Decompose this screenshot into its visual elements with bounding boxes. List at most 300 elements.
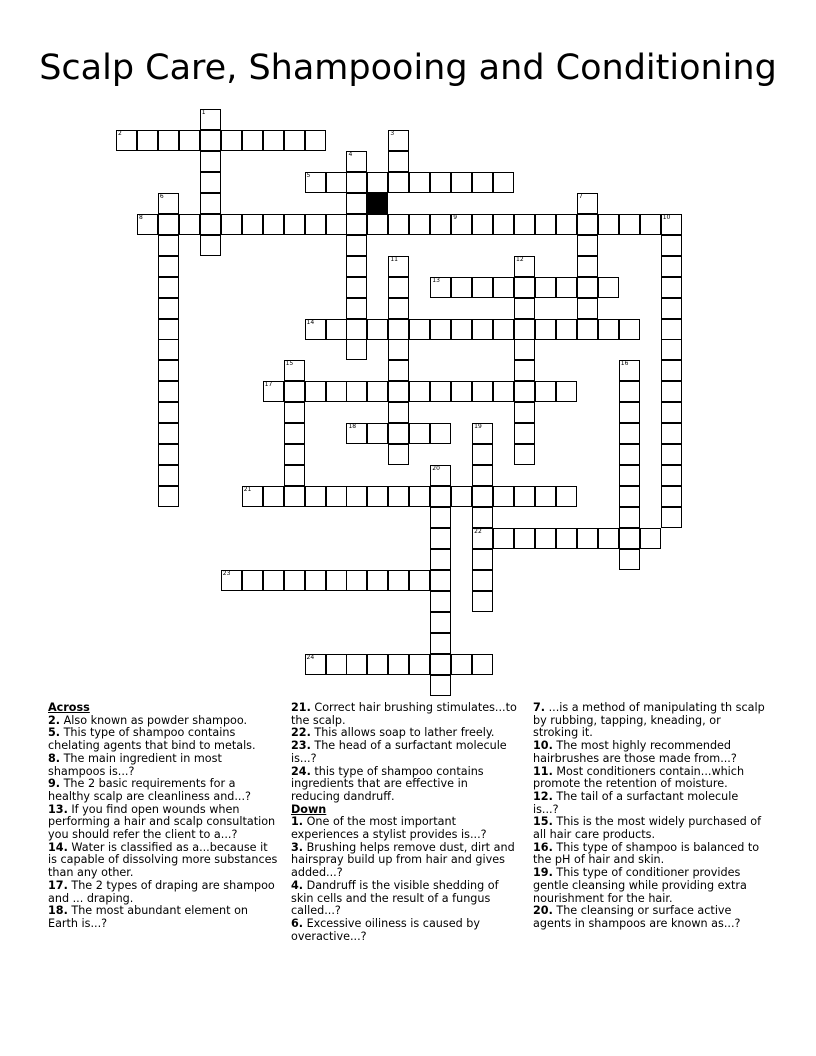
clue-text: ...is a method of manipulating th scalp by rubbing, tapping, kneading, or stroking it. xyxy=(533,701,765,740)
grid-cell[interactable] xyxy=(472,277,493,298)
grid-cell[interactable] xyxy=(514,360,535,381)
grid-cell[interactable] xyxy=(326,486,347,507)
clue-text: The 2 basic requirements for a healthy scalp are cleanliness and...? xyxy=(48,777,251,803)
clue-item xyxy=(533,867,765,905)
grid-cell[interactable] xyxy=(388,360,409,381)
grid-cell[interactable] xyxy=(346,319,367,340)
grid-cell[interactable] xyxy=(305,130,326,151)
grid-cell[interactable] xyxy=(158,235,179,256)
grid-cell[interactable] xyxy=(326,214,347,235)
grid-cell[interactable] xyxy=(451,172,472,193)
grid-cell[interactable] xyxy=(472,423,493,444)
grid-cell[interactable] xyxy=(367,486,388,507)
grid-cell-number: 9 xyxy=(453,213,458,221)
grid-cell[interactable] xyxy=(493,277,514,298)
grid-cell[interactable] xyxy=(284,214,305,235)
grid-cell[interactable] xyxy=(263,130,284,151)
grid-cell[interactable] xyxy=(430,486,451,507)
grid-cell[interactable] xyxy=(514,298,535,319)
grid-cell[interactable] xyxy=(179,130,200,151)
grid-cell[interactable] xyxy=(367,381,388,402)
grid-cell[interactable] xyxy=(263,214,284,235)
grid-cell[interactable] xyxy=(409,319,430,340)
grid-cell-number: 20 xyxy=(432,465,440,473)
grid-cell[interactable] xyxy=(619,381,640,402)
clue-number: 23. xyxy=(291,739,311,753)
grid-cell[interactable] xyxy=(388,444,409,465)
grid-cell[interactable] xyxy=(661,423,682,444)
grid-cell[interactable] xyxy=(493,172,514,193)
grid-cell[interactable] xyxy=(472,549,493,570)
clue-item xyxy=(291,816,517,841)
grid-cell[interactable] xyxy=(221,130,242,151)
grid-cell-number: 2 xyxy=(118,129,122,137)
grid-cell[interactable] xyxy=(388,402,409,423)
clue-item xyxy=(48,753,280,778)
grid-cell[interactable] xyxy=(598,319,619,340)
grid-cell[interactable] xyxy=(577,298,598,319)
grid-cell[interactable] xyxy=(346,277,367,298)
grid-cell[interactable] xyxy=(346,381,367,402)
clue-number: 5. xyxy=(48,726,61,740)
grid-block-cell xyxy=(367,193,388,214)
grid-cell[interactable] xyxy=(472,591,493,612)
grid-cell-number: 19 xyxy=(474,423,482,431)
grid-cell[interactable] xyxy=(326,570,347,591)
grid-cell[interactable] xyxy=(263,570,284,591)
grid-cell[interactable] xyxy=(619,465,640,486)
grid-cell[interactable] xyxy=(472,214,493,235)
grid-cell[interactable] xyxy=(451,654,472,675)
grid-cell[interactable] xyxy=(472,381,493,402)
grid-cell[interactable] xyxy=(284,486,305,507)
grid-cell[interactable] xyxy=(430,528,451,549)
grid-cell[interactable] xyxy=(367,319,388,340)
grid-cell[interactable] xyxy=(661,339,682,360)
grid-cell[interactable] xyxy=(388,381,409,402)
grid-cell[interactable] xyxy=(388,298,409,319)
grid-cell[interactable] xyxy=(158,381,179,402)
grid-cell[interactable] xyxy=(158,193,179,214)
grid-cell-number: 15 xyxy=(285,360,294,368)
grid-cell[interactable] xyxy=(661,277,682,298)
grid-cell[interactable] xyxy=(388,319,409,340)
clue-number: 20. xyxy=(533,904,553,918)
clue-text: The cleansing or surface active agents in shampoos are known as...? xyxy=(533,904,741,930)
grid-cell[interactable] xyxy=(577,256,598,277)
grid-cell[interactable] xyxy=(535,486,556,507)
grid-cell[interactable] xyxy=(514,528,535,549)
clue-number: 16. xyxy=(533,840,553,854)
clue-item xyxy=(48,778,280,803)
grid-cell[interactable] xyxy=(158,360,179,381)
grid-cell[interactable] xyxy=(409,214,430,235)
grid-cell[interactable] xyxy=(619,507,640,528)
grid-cell[interactable] xyxy=(619,214,640,235)
grid-cell[interactable] xyxy=(472,570,493,591)
grid-cell[interactable] xyxy=(409,423,430,444)
grid-cell[interactable] xyxy=(158,423,179,444)
grid-cell-number: 3 xyxy=(390,129,395,137)
grid-cell-number: 4 xyxy=(348,150,353,158)
grid-cell[interactable] xyxy=(514,402,535,423)
grid-cell[interactable] xyxy=(493,319,514,340)
grid-cell[interactable] xyxy=(284,381,305,402)
grid-cell[interactable] xyxy=(514,256,535,277)
clue-number: 9. xyxy=(48,777,61,791)
grid-cell[interactable] xyxy=(284,130,305,151)
grid-cell[interactable] xyxy=(640,214,661,235)
grid-cell[interactable] xyxy=(284,402,305,423)
grid-cell[interactable] xyxy=(158,319,179,340)
grid-cell[interactable] xyxy=(158,214,179,235)
grid-cell[interactable] xyxy=(430,172,451,193)
grid-cell-number: 13 xyxy=(432,276,440,284)
clue-number: 7. xyxy=(533,701,546,714)
grid-cell[interactable] xyxy=(346,570,367,591)
clue-item xyxy=(533,702,765,740)
grid-cell[interactable] xyxy=(263,486,284,507)
grid-cell[interactable] xyxy=(367,423,388,444)
grid-cell[interactable] xyxy=(388,172,409,193)
grid-cell-number: 24 xyxy=(306,653,315,661)
grid-cell[interactable] xyxy=(305,214,326,235)
grid-cell[interactable] xyxy=(388,423,409,444)
grid-cell[interactable] xyxy=(409,570,430,591)
clue-text: Brushing helps remove dust, dirt and hairspray build up from hair and gives added...? xyxy=(291,840,515,880)
grid-cell[interactable] xyxy=(409,654,430,675)
grid-cell[interactable] xyxy=(514,486,535,507)
grid-cell[interactable] xyxy=(326,381,347,402)
grid-cell[interactable] xyxy=(472,172,493,193)
grid-cell-number: 16 xyxy=(620,360,629,368)
grid-cell[interactable] xyxy=(619,444,640,465)
grid-cell-number: 5 xyxy=(306,171,311,179)
grid-cell[interactable] xyxy=(556,381,577,402)
grid-cell[interactable] xyxy=(346,235,367,256)
clue-item xyxy=(533,740,765,765)
grid-cell[interactable] xyxy=(409,486,430,507)
clue-number: 18. xyxy=(48,904,68,918)
clue-text: Dandruff is the visible shedding of skin cells and the result of a fungus called...? xyxy=(291,878,499,918)
grid-cell[interactable] xyxy=(388,277,409,298)
grid-cell[interactable] xyxy=(346,172,367,193)
grid-cell[interactable] xyxy=(514,381,535,402)
grid-cell[interactable] xyxy=(661,256,682,277)
grid-cell[interactable] xyxy=(430,423,451,444)
grid-cell[interactable] xyxy=(451,381,472,402)
grid-cell[interactable] xyxy=(367,570,388,591)
clue-item xyxy=(291,880,517,918)
grid-cell[interactable] xyxy=(661,381,682,402)
grid-cell[interactable] xyxy=(472,654,493,675)
grid-cell[interactable] xyxy=(367,654,388,675)
grid-cell[interactable] xyxy=(619,549,640,570)
clue-section-heading: Down xyxy=(291,802,327,816)
clue-number: 21. xyxy=(291,701,311,714)
grid-cell[interactable] xyxy=(661,444,682,465)
grid-cell[interactable] xyxy=(284,465,305,486)
clues-column-2 xyxy=(291,702,517,943)
grid-cell[interactable] xyxy=(619,402,640,423)
grid-cell[interactable] xyxy=(661,402,682,423)
grid-cell[interactable] xyxy=(200,193,221,214)
grid-cell[interactable] xyxy=(158,256,179,277)
grid-cell[interactable] xyxy=(430,465,451,486)
grid-cell[interactable] xyxy=(158,486,179,507)
grid-cell[interactable] xyxy=(200,151,221,172)
grid-cell[interactable] xyxy=(200,214,221,235)
grid-cell[interactable] xyxy=(284,360,305,381)
clue-text: This type of shampoo is balanced to the pH of hair and skin. xyxy=(533,840,760,867)
clue-number: 14. xyxy=(48,840,68,854)
grid-cell[interactable] xyxy=(388,654,409,675)
grid-cell[interactable] xyxy=(158,339,179,360)
grid-cell[interactable] xyxy=(430,319,451,340)
clue-text: The main ingredient in most shampoos is...? xyxy=(48,751,222,778)
grid-cell[interactable] xyxy=(158,465,179,486)
clue-number: 10. xyxy=(533,739,553,753)
grid-cell[interactable] xyxy=(451,319,472,340)
grid-cell[interactable] xyxy=(284,423,305,444)
grid-cell[interactable] xyxy=(577,319,598,340)
grid-cell[interactable] xyxy=(430,381,451,402)
grid-cell[interactable] xyxy=(388,256,409,277)
grid-cell[interactable] xyxy=(577,277,598,298)
grid-cell[interactable] xyxy=(577,214,598,235)
grid-cell[interactable] xyxy=(514,214,535,235)
grid-cell[interactable] xyxy=(493,486,514,507)
clue-section-heading: Across xyxy=(48,701,90,714)
grid-cell[interactable] xyxy=(619,360,640,381)
grid-cell[interactable] xyxy=(242,130,263,151)
grid-cell[interactable] xyxy=(493,381,514,402)
grid-cell[interactable] xyxy=(493,528,514,549)
grid-cell[interactable] xyxy=(367,214,388,235)
grid-cell[interactable] xyxy=(346,486,367,507)
grid-cell[interactable] xyxy=(346,654,367,675)
grid-cell[interactable] xyxy=(598,214,619,235)
grid-cell[interactable] xyxy=(661,235,682,256)
grid-cell[interactable] xyxy=(661,507,682,528)
grid-cell[interactable] xyxy=(388,151,409,172)
grid-cell[interactable] xyxy=(472,319,493,340)
grid-cell[interactable] xyxy=(535,277,556,298)
grid-cell[interactable] xyxy=(493,214,514,235)
grid-cell[interactable] xyxy=(577,235,598,256)
grid-cell[interactable] xyxy=(619,319,640,340)
grid-cell[interactable] xyxy=(158,402,179,423)
grid-cell[interactable] xyxy=(158,444,179,465)
grid-cell[interactable] xyxy=(640,528,661,549)
grid-cell[interactable] xyxy=(242,214,263,235)
grid-cell[interactable] xyxy=(598,528,619,549)
clue-text: One of the most important experiences a stylist provides is...? xyxy=(291,815,487,842)
grid-cell[interactable] xyxy=(556,486,577,507)
grid-cell[interactable] xyxy=(535,528,556,549)
grid-cell[interactable] xyxy=(430,277,451,298)
grid-cell[interactable] xyxy=(577,193,598,214)
grid-cell[interactable] xyxy=(661,465,682,486)
grid-cell[interactable] xyxy=(305,486,326,507)
clue-text: Also known as powder shampoo. xyxy=(60,713,248,727)
grid-cell-number: 11 xyxy=(390,255,398,263)
grid-cell[interactable] xyxy=(409,381,430,402)
clue-item xyxy=(48,880,280,905)
clue-item xyxy=(533,766,765,791)
clue-item xyxy=(291,918,517,943)
grid-cell[interactable] xyxy=(430,654,451,675)
grid-cell[interactable] xyxy=(472,444,493,465)
grid-cell[interactable] xyxy=(346,193,367,214)
grid-cell[interactable] xyxy=(305,654,326,675)
grid-cell[interactable] xyxy=(158,130,179,151)
grid-cell-number: 1 xyxy=(201,109,206,116)
grid-cell[interactable] xyxy=(430,214,451,235)
clue-text: This allows soap to lather freely. xyxy=(310,726,495,740)
clue-text: If you find open wounds when performing a hair and scalp consultation you should refer the client to a...? xyxy=(48,802,276,842)
grid-cell[interactable] xyxy=(430,549,451,570)
grid-cell[interactable] xyxy=(619,528,640,549)
grid-cell[interactable] xyxy=(137,130,158,151)
grid-cell[interactable] xyxy=(661,360,682,381)
grid-cell[interactable] xyxy=(367,172,388,193)
clue-number: 19. xyxy=(533,866,553,880)
grid-cell[interactable] xyxy=(326,319,347,340)
grid-cell[interactable] xyxy=(263,381,284,402)
grid-cell[interactable] xyxy=(346,298,367,319)
grid-cell[interactable] xyxy=(556,528,577,549)
clues-column-1 xyxy=(48,702,280,931)
grid-cell[interactable] xyxy=(388,214,409,235)
clue-text: This type of shampoo contains chelating agents that bind to metals. xyxy=(48,726,256,753)
grid-cell[interactable] xyxy=(200,109,221,130)
clue-text: The most highly recommended hairbrushes are those made from...? xyxy=(533,739,737,765)
clue-item xyxy=(291,740,517,765)
grid-cell[interactable] xyxy=(346,151,367,172)
grid-cell[interactable] xyxy=(326,172,347,193)
clue-number: 15. xyxy=(533,815,553,829)
grid-cell[interactable] xyxy=(430,570,451,591)
grid-cell[interactable] xyxy=(451,277,472,298)
clue-text: this type of shampoo contains ingredients that are effective in reducing dandruff. xyxy=(291,764,484,803)
grid-cell[interactable] xyxy=(535,214,556,235)
grid-cell[interactable] xyxy=(305,570,326,591)
grid-cell[interactable] xyxy=(346,339,367,360)
clue-item xyxy=(48,842,280,880)
grid-cell[interactable] xyxy=(242,570,263,591)
grid-cell[interactable] xyxy=(430,633,451,654)
clue-text: This is the most widely purchased of all hair care products. xyxy=(533,815,762,842)
grid-cell[interactable] xyxy=(556,319,577,340)
clue-number: 24. xyxy=(291,764,311,778)
grid-cell[interactable] xyxy=(472,465,493,486)
grid-cell[interactable] xyxy=(451,486,472,507)
grid-cell[interactable] xyxy=(430,612,451,633)
grid-cell[interactable] xyxy=(577,528,598,549)
grid-cell[interactable] xyxy=(137,214,158,235)
grid-cell[interactable] xyxy=(158,277,179,298)
grid-cell[interactable] xyxy=(556,277,577,298)
clue-item xyxy=(533,905,765,930)
grid-cell[interactable] xyxy=(514,277,535,298)
grid-cell[interactable] xyxy=(472,486,493,507)
grid-cell[interactable] xyxy=(514,319,535,340)
grid-cell[interactable] xyxy=(346,423,367,444)
grid-cell[interactable] xyxy=(472,507,493,528)
grid-cell[interactable] xyxy=(346,214,367,235)
grid-cell[interactable] xyxy=(619,423,640,444)
grid-cell[interactable] xyxy=(179,214,200,235)
clue-text: Correct hair brushing stimulates...to the scalp. xyxy=(291,701,517,727)
clue-number: 17. xyxy=(48,878,68,892)
grid-cell[interactable] xyxy=(661,298,682,319)
grid-cell[interactable] xyxy=(200,172,221,193)
grid-cell[interactable] xyxy=(535,319,556,340)
grid-cell[interactable] xyxy=(598,277,619,298)
grid-cell[interactable] xyxy=(556,214,577,235)
clue-text: Excessive oiliness is caused by overactive...? xyxy=(291,916,480,943)
grid-cell[interactable] xyxy=(284,444,305,465)
grid-cell[interactable] xyxy=(242,486,263,507)
grid-cell-number: 17 xyxy=(264,381,273,389)
grid-cell-number: 7 xyxy=(578,192,583,200)
grid-cell[interactable] xyxy=(430,675,451,696)
grid-cell[interactable] xyxy=(472,528,493,549)
grid-cell[interactable] xyxy=(430,591,451,612)
grid-cell-number: 8 xyxy=(138,213,143,221)
clue-item xyxy=(533,816,765,841)
clue-number: 11. xyxy=(533,764,553,778)
grid-cell[interactable] xyxy=(158,298,179,319)
grid-cell[interactable] xyxy=(305,319,326,340)
grid-cell[interactable] xyxy=(451,214,472,235)
grid-cell[interactable] xyxy=(388,486,409,507)
grid-cell[interactable] xyxy=(116,130,137,151)
grid-cell[interactable] xyxy=(388,570,409,591)
clue-item xyxy=(533,791,765,816)
grid-cell[interactable] xyxy=(326,654,347,675)
grid-cell[interactable] xyxy=(200,130,221,151)
grid-cell[interactable] xyxy=(305,172,326,193)
grid-cell[interactable] xyxy=(305,381,326,402)
grid-cell[interactable] xyxy=(221,570,242,591)
grid-cell[interactable] xyxy=(388,339,409,360)
grid-cell[interactable] xyxy=(221,214,242,235)
grid-cell[interactable] xyxy=(619,486,640,507)
grid-cell[interactable] xyxy=(346,256,367,277)
clue-item xyxy=(48,804,280,842)
clue-number: 6. xyxy=(291,916,304,930)
clue-item xyxy=(291,766,517,804)
grid-cell[interactable] xyxy=(409,172,430,193)
grid-cell[interactable] xyxy=(200,235,221,256)
clue-text: Water is classified as a...because it is capable of dissolving more substances than any other. xyxy=(48,840,278,880)
page-title: Scalp Care, Shampooing and Conditioning xyxy=(39,48,777,88)
grid-cell-number: 14 xyxy=(306,318,315,326)
grid-cell[interactable] xyxy=(388,130,409,151)
grid-cell[interactable] xyxy=(284,570,305,591)
grid-cell[interactable] xyxy=(535,381,556,402)
grid-cell[interactable] xyxy=(514,444,535,465)
grid-cell[interactable] xyxy=(430,507,451,528)
clue-text: The tail of a surfactant molecule is...? xyxy=(533,789,739,816)
grid-cell[interactable] xyxy=(514,339,535,360)
grid-cell[interactable] xyxy=(661,214,682,235)
grid-cell[interactable] xyxy=(514,423,535,444)
grid-cell[interactable] xyxy=(661,486,682,507)
grid-cell[interactable] xyxy=(661,319,682,340)
